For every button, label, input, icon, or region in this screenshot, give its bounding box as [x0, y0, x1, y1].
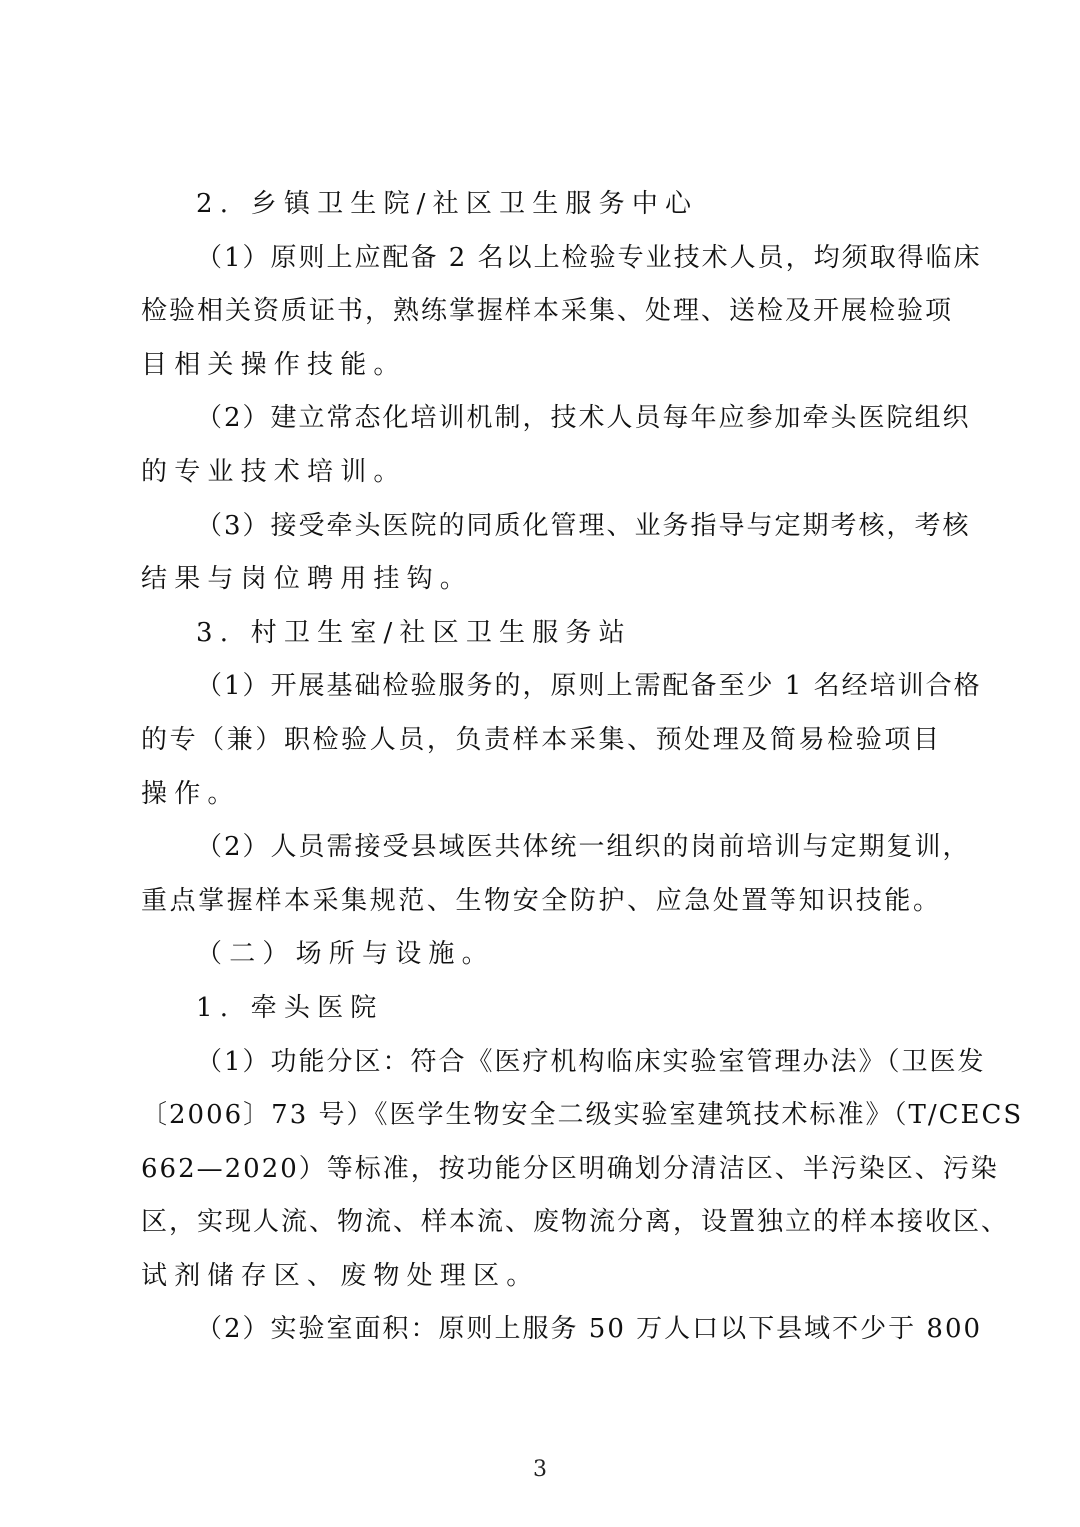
paragraph-line: 目相关操作技能。 [141, 349, 407, 380]
paragraph-line: 操作。 [141, 778, 241, 809]
paragraph-line: 662—2020）等标准，按功能分区明确划分清洁区、半污染区、污染 [141, 1153, 999, 1184]
paragraph-line: 结果与岗位聘用挂钩。 [141, 564, 474, 595]
heading-township-health-center: 2. 乡镇卫生院/社区卫生服务中心 [196, 189, 699, 219]
paragraph-line: 检验相关资质证书，熟练掌握样本采集、处理、送检及开展检验项 [141, 296, 954, 327]
paragraph-line: （1）原则上应配备 2 名以上检验专业技术人员，均须取得临床 [196, 242, 982, 273]
section-heading-facilities: （二）场所与设施。 [196, 939, 495, 970]
document-body [141, 178, 1024, 1357]
paragraph-line: （1）开展基础检验服务的，原则上需配备至少 1 名经培训合格 [196, 671, 982, 702]
paragraph-line: （2）人员需接受县域医共体统一组织的岗前培训与定期复训， [196, 832, 971, 863]
paragraph-line: 〔2006〕73 号）《医学生物安全二级实验室建筑技术标准》（T/CECS [141, 1100, 1024, 1131]
paragraph-line: 区，实现人流、物流、样本流、废物流分离，设置独立的样本接收区、 [141, 1207, 1010, 1238]
paragraph-line: 的专（兼）职检验人员，负责样本采集、预处理及简易检验项目 [141, 724, 941, 755]
paragraph-line: （2）实验室面积：原则上服务 50 万人口以下县域不少于 800 [196, 1314, 983, 1345]
paragraph-line: （1）功能分区：符合《医疗机构临床实验室管理办法》（卫医发 [196, 1046, 986, 1077]
paragraph-line: 的专业技术培训。 [141, 456, 407, 487]
heading-village-clinic: 3. 村卫生室/社区卫生服务站 [196, 617, 632, 648]
paragraph-line: 重点掌握样本采集规范、生物安全防护、应急处置等知识技能。 [141, 885, 941, 916]
paragraph-line: 试剂储存区、废物处理区。 [141, 1260, 540, 1291]
page-number: 3 [533, 1457, 547, 1482]
paragraph-line: （3）接受牵头医院的同质化管理、业务指导与定期考核，考核 [196, 510, 971, 541]
heading-lead-hospital: 1. 牵头医院 [196, 992, 384, 1023]
paragraph-line: （2）建立常态化培训机制，技术人员每年应参加牵头医院组织 [196, 403, 971, 434]
